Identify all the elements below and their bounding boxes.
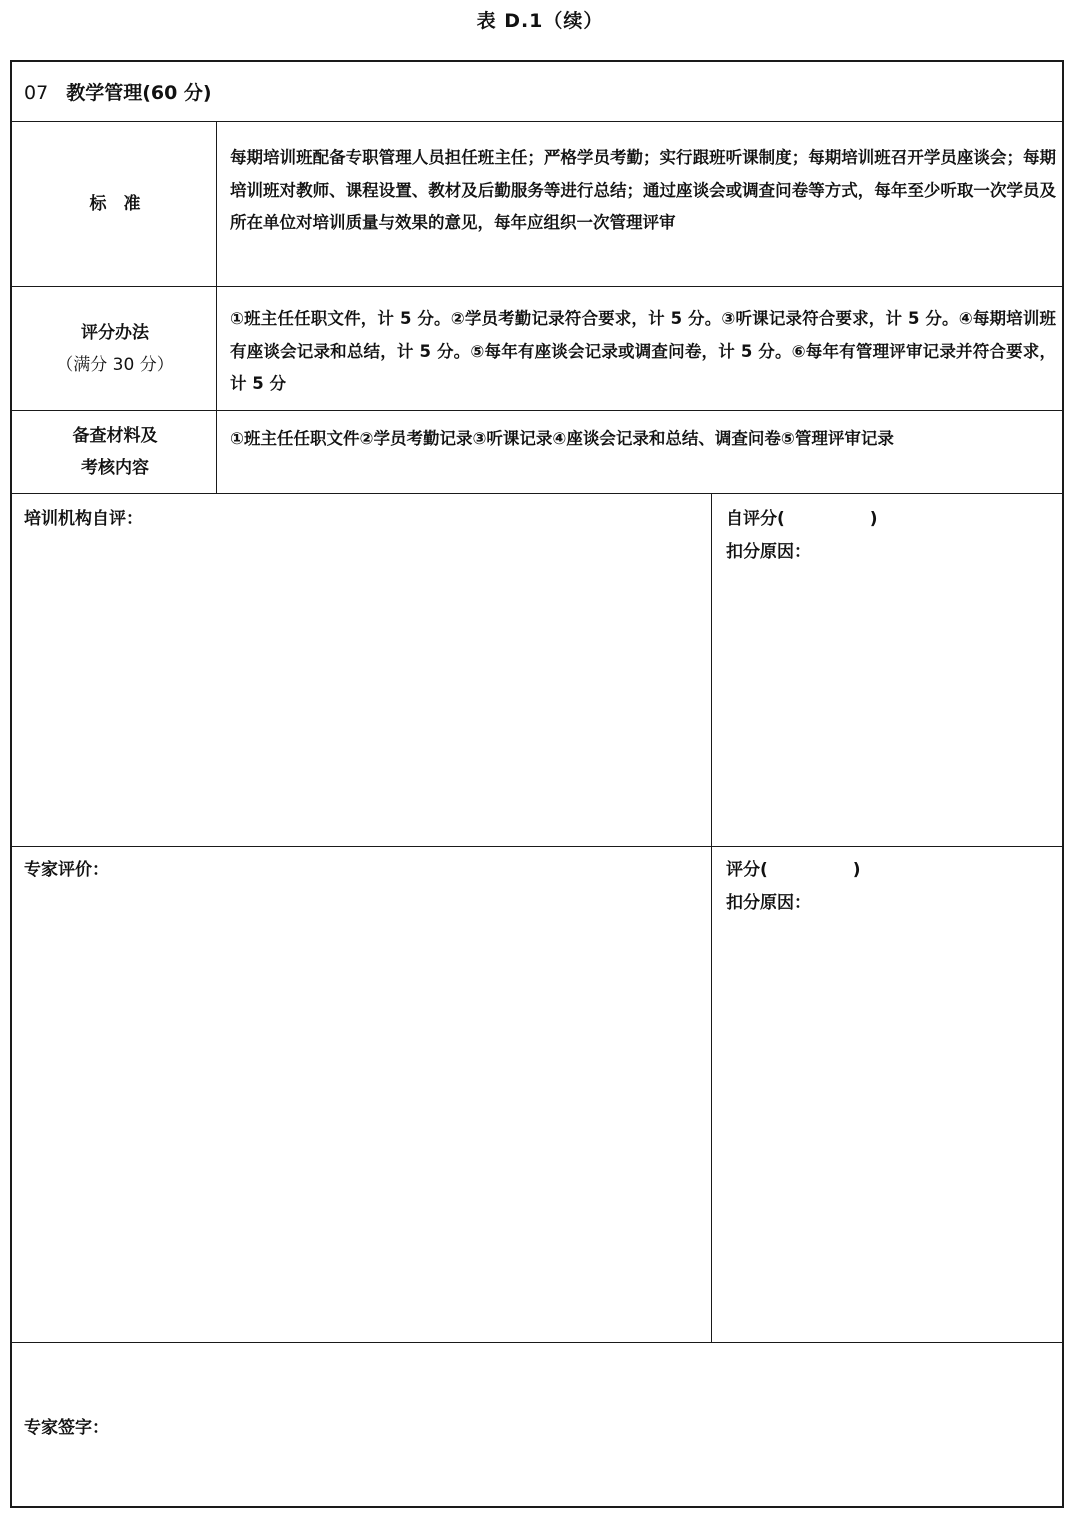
expert-signature-label: 专家签字：: [24, 1418, 109, 1438]
expert-eval-label: 专家评价：: [24, 860, 109, 880]
page-title: 表 D.1（续）: [476, 10, 604, 32]
scoring-content: ①班主任任职文件，计 5 分。②学员考勤记录符合要求，计 5 分。③听课记录符合要求，计 5 分。④每期培训班有座谈会记录和总结，计 5 分。⑤每年有座谈会记录或调查问卷，计 5 分。⑥每年有管理评审记录并符合要求，计 5 分: [230, 309, 1056, 393]
section-title: 教学管理(60 分): [66, 82, 212, 104]
divider: [12, 846, 1062, 847]
materials-label-cell: [12, 411, 218, 493]
materials-label-line1: 备查材料及: [72, 426, 158, 446]
scoring-label-cell: [12, 287, 218, 410]
section-code: 07: [24, 82, 49, 104]
expert-score-label: 评分( ): [726, 860, 861, 880]
materials-content: ①班主任任职文件②学员考勤记录③听课记录④座谈会记录和总结、调查问卷⑤管理评审记录: [230, 429, 894, 448]
self-score-label: 自评分( ): [726, 509, 878, 529]
standard-label-cell: [12, 122, 218, 286]
scoring-sublabel: （满分 30 分）: [56, 354, 174, 375]
self-deduction-label: 扣分原因：: [726, 542, 811, 562]
divider: [12, 1342, 1062, 1343]
section-heading: [24, 78, 212, 105]
scoring-label: 评分办法: [81, 322, 149, 343]
evaluation-form: [10, 60, 1064, 1508]
materials-label-line2: 考核内容: [81, 458, 149, 478]
standard-label: 标 准: [89, 194, 141, 214]
divider: [711, 493, 712, 1342]
self-eval-label: 培训机构自评：: [24, 509, 143, 529]
standard-content: 每期培训班配备专职管理人员担任班主任；严格学员考勤；实行跟班听课制度；每期培训班召开学员座谈会；每期培训班对教师、课程设置、教材及后勤服务等进行总结；通过座谈会或调查问卷等方式，每年至少听取一次学员及所在单位对培训质量与效果的意见，每年应组织一次管理评审: [230, 148, 1056, 232]
divider: [12, 493, 1062, 494]
expert-deduction-label: 扣分原因：: [726, 893, 811, 913]
